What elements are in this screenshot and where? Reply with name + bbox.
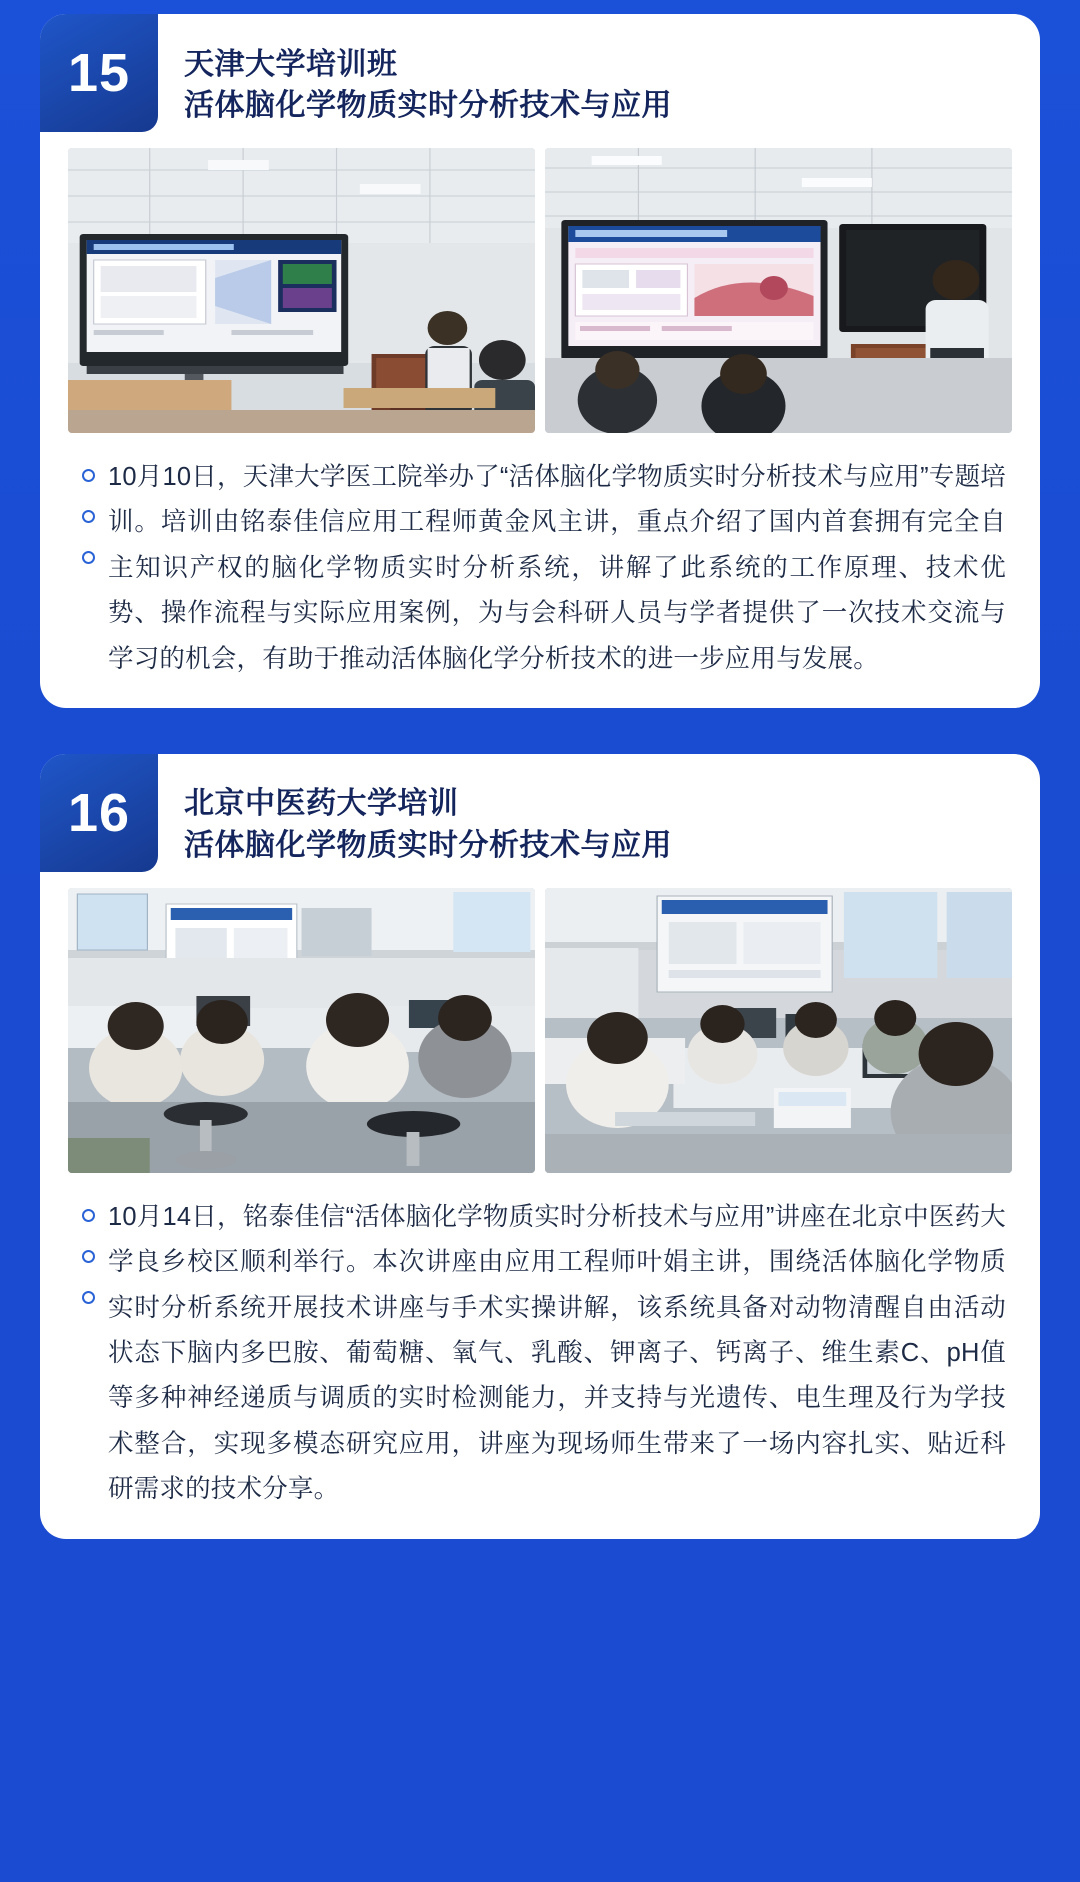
- card-header: [40, 14, 1040, 132]
- body-text-block: [40, 433, 1040, 682]
- bullet-icon: [82, 1250, 95, 1263]
- section-card-15: [40, 14, 1040, 708]
- bullet-icon: [82, 1291, 95, 1304]
- header-titles: [158, 754, 692, 872]
- photo-training-room-right-graphic: [545, 888, 1012, 1173]
- body-text-block: [40, 1173, 1040, 1513]
- bullet-markers: [68, 455, 108, 682]
- bullet-icon: [82, 551, 95, 564]
- section-paragraph: 10月14日，铭泰佳信“活体脑化学物质实时分析技术与应用”讲座在北京中医药大学良乡校区顺利举行。本次讲座由应用工程师叶娟主讲，围绕活体脑化学物质实时分析系统开展技术讲座与手术实操讲解，该系统具备对动物清醒自由活动状态下脑内多巴胺、葡萄糖、氧气、乳酸、钾离子、钙离子、维生素C、pH值等多种神经递质与调质的实时检测能力，并支持与光遗传、电生理及行为学技术整合，实现多模态研究应用，讲座为现场师生带来了一场内容扎实、贴近科研需求的技术分享。: [108, 1202, 1006, 1504]
- section-title-line1: 天津大学培训班: [184, 47, 398, 81]
- photo-lecture-hall-left: [68, 148, 535, 433]
- card-header: [40, 754, 1040, 872]
- bullet-icon: [82, 510, 95, 523]
- section-number: 15: [67, 43, 131, 103]
- section-title-line1: 北京中医药大学培训: [184, 787, 459, 821]
- photo-lecture-hall-left-graphic: [68, 148, 535, 433]
- section-title-line2: 活体脑化学物质实时分析技术与应用: [184, 828, 672, 862]
- photo-training-room-right: [545, 888, 1012, 1173]
- bullet-icon: [82, 469, 95, 482]
- section-title-line2: 活体脑化学物质实时分析技术与应用: [184, 89, 672, 122]
- photo-lecture-hall-right: [545, 148, 1012, 433]
- photo-training-room-left: [68, 888, 535, 1173]
- photo-row: [40, 132, 1040, 433]
- section-card-16: [40, 754, 1040, 1539]
- header-titles: [158, 14, 692, 132]
- bullet-icon: [82, 1209, 95, 1222]
- photo-lecture-hall-right-graphic: [545, 148, 1012, 433]
- photo-row: [40, 872, 1040, 1173]
- section-paragraph: 10月10日，天津大学医工院举办了“活体脑化学物质实时分析技术与应用”专题培训。培训由铭泰佳信应用工程师黄金风主讲，重点介绍了国内首套拥有完全自主知识产权的脑化学物质实时分析系统，讲解了此系统的工作原理、技术优势、操作流程与实际应用案例，为与会科研人员与学者提供了一次技术交流与学习的机会，有助于推动活体脑化学分析技术的进一步应用与发展。: [108, 463, 1006, 673]
- section-number-badge: [40, 754, 158, 872]
- section-number: 16: [67, 782, 131, 843]
- photo-training-room-left-graphic: [68, 888, 535, 1173]
- bullet-markers: [68, 1195, 108, 1513]
- section-number-badge: [40, 14, 158, 132]
